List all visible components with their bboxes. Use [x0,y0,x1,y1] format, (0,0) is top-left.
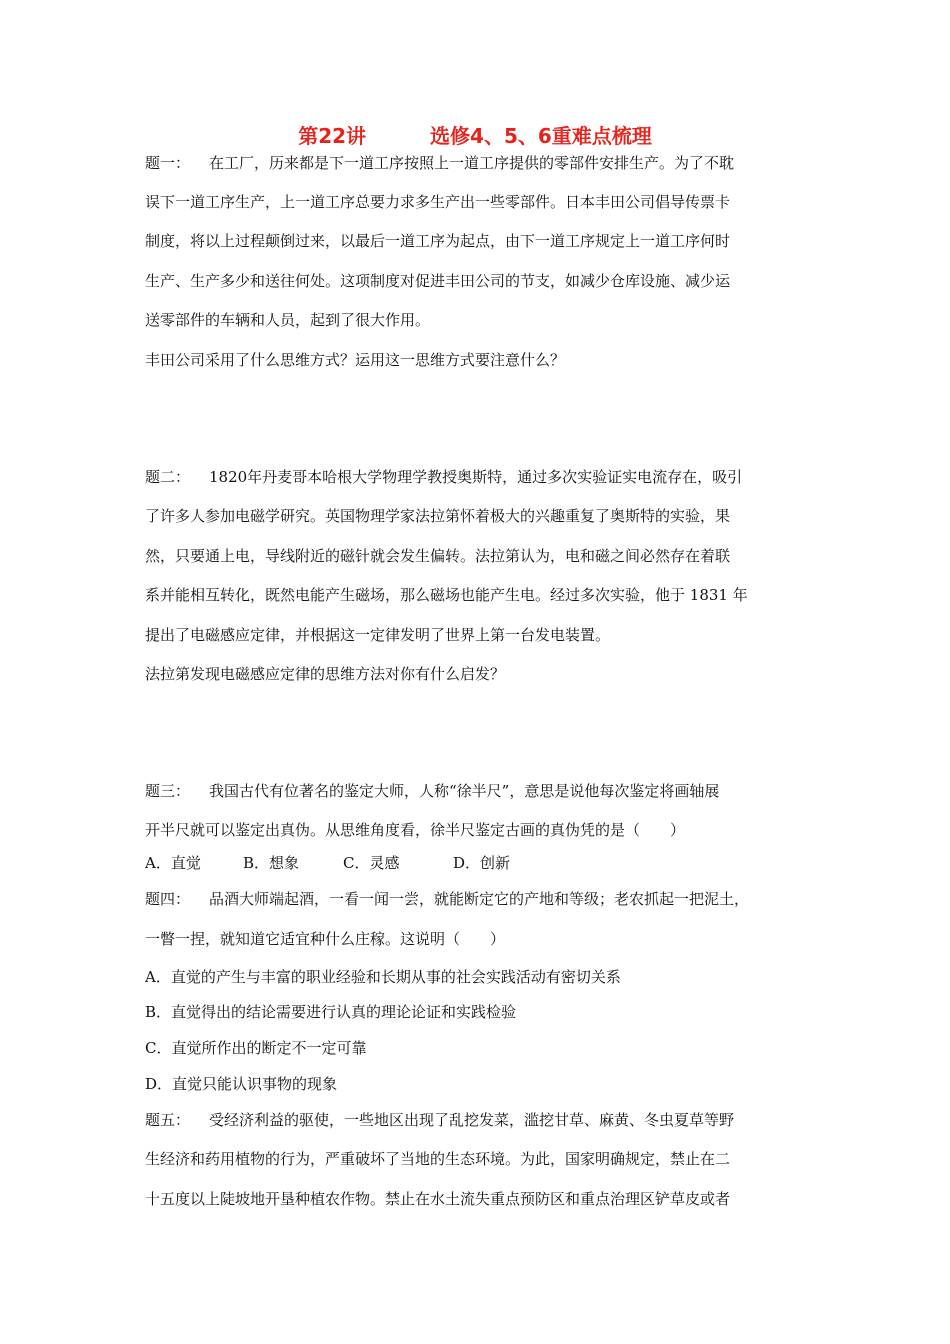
q1-line-1: 题一： 在工厂，历来都是下一道工序按照上一道工序提供的零部件安排生产。为了不耽 [145,154,735,172]
q2-line-3: 然，只要通上电，导线附近的磁针就会发生偏转。法拉第认为，电和磁之间必然存在着联 [145,547,731,565]
q4-option-a: A．直觉的产生与丰富的职业经验和长期从事的社会实践活动有密切关系 [145,968,621,986]
q3-line-2: 开半尺就可以鉴定出真伪。从思维角度看，徐半尺鉴定古画的真伪凭的是（ ） [145,821,686,839]
q3-line-1: 题三： 我国古代有位著名的鉴定大师，人称“徐半尺”，意思是说他每次鉴定将画轴展 [145,782,720,800]
q3-options [145,853,810,873]
q3-label: 题三： [145,782,191,800]
q1-line-5: 送零部件的车辆和人员，起到了很大作用。 [145,311,431,329]
q4-option-d: D．直觉只能认识事物的现象 [145,1075,338,1093]
q1-line-3: 制度，将以上过程颠倒过来，以最后一道工序为起点，由下一道工序规定上一道工序何时 [145,232,731,250]
q5-line-3: 十五度以上陡坡地开垦种植农作物。禁止在水土流失重点预防区和重点治理区铲草皮或者 [145,1190,731,1208]
q1-line-2: 误下一道工序生产，上一道工序总要力求多生产出一些零部件。日本丰田公司倡导传票卡 [145,193,731,211]
q3-option-a: A．直觉 [145,854,201,872]
page-title [0,124,950,148]
title-topic: 选修4、5、6重难点梳理 [430,124,652,148]
q5-label: 题五： [145,1111,191,1129]
q2-line-1: 题二： 1820年丹麦哥本哈根大学物理学教授奥斯特，通过多次实验证实电流存在，吸引 [145,468,743,486]
q2-line-5: 提出了电磁感应定律，并根据这一定律发明了世界上第一台发电装置。 [145,626,611,644]
q4-label: 题四： [145,890,191,908]
q4-line-1: 题四： 品酒大师端起酒，一看一闻一尝，就能断定它的产地和等级；老农抓起一把泥土， [145,890,750,908]
q3-option-c: C．灵感 [343,854,400,872]
q1-question: 丰田公司采用了什么思维方式？运用这一思维方式要注意什么？ [145,351,566,369]
q2-question: 法拉第发现电磁感应定律的思维方法对你有什么启发？ [145,665,506,683]
q1-label: 题一： [145,154,191,172]
q4-option-b: B．直觉得出的结论需要进行认真的理论论证和实践检验 [145,1003,517,1021]
q5-line-1: 题五： 受经济利益的驱使，一些地区出现了乱挖发菜，滥挖甘草、麻黄、冬虫夏草等野 [145,1111,735,1129]
q4-option-c: C．直觉所作出的断定不一定可靠 [145,1039,367,1057]
q2-label: 题二： [145,468,191,486]
q3-option-d: D．创新 [453,854,511,872]
q2-line-4: 系并能相互转化，既然电能产生磁场，那么磁场也能产生电。经过多次实验，他于 1831 年 [145,586,748,604]
q1-line-4: 生产、生产多少和送往何处。这项制度对促进丰田公司的节支，如减少仓库设施、减少运 [145,272,731,290]
title-lecture: 第22讲 [298,124,367,148]
q5-line-2: 生经济和药用植物的行为，严重破坏了当地的生态环境。为此，国家明确规定，禁止在二 [145,1150,731,1168]
q2-line-2: 了许多人参加电磁学研究。英国物理学家法拉第怀着极大的兴趣重复了奥斯特的实验，果 [145,507,731,525]
q3-option-b: B．想象 [243,854,300,872]
q4-line-2: 一瞥一捏，就知道它适宜种什么庄稼。这说明（ ） [145,930,506,948]
